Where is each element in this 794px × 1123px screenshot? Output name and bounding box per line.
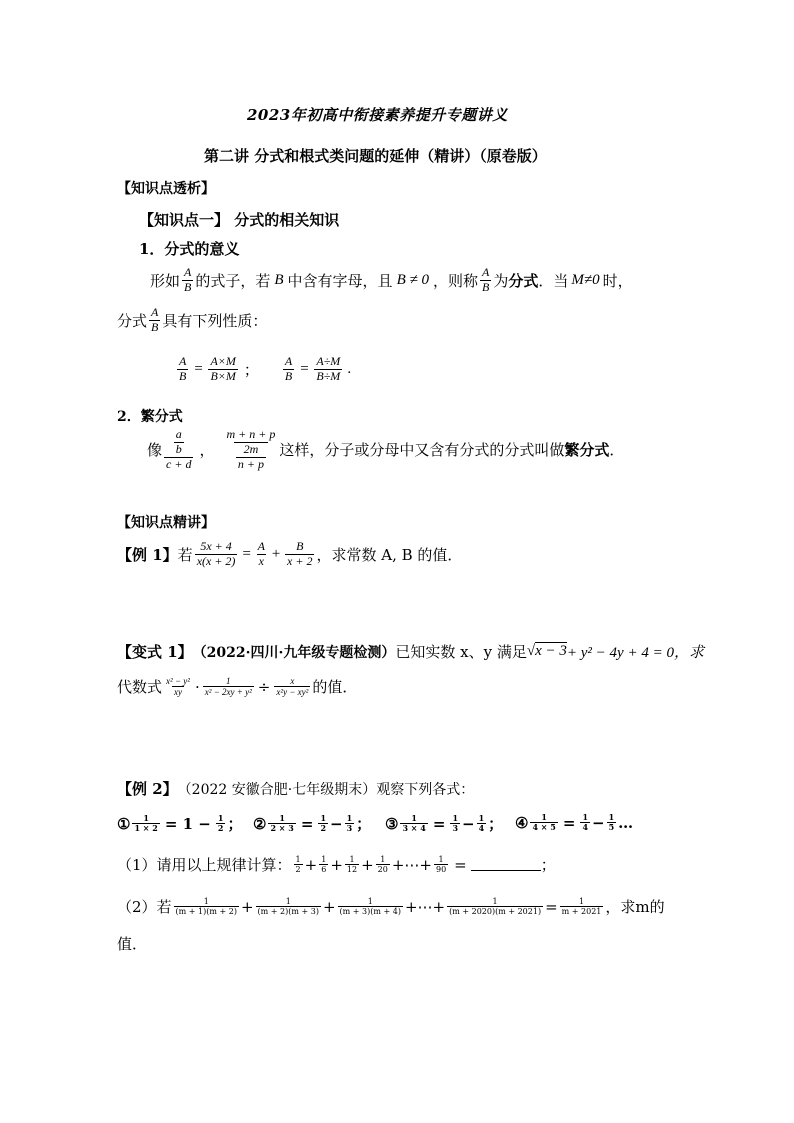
denominator: c + d: [166, 456, 192, 471]
fraction: $\frac{1}{(m + 3)(m + 4)}$: [339, 896, 401, 916]
denominator: 3: [346, 823, 353, 833]
denominator: 6: [321, 865, 327, 874]
fraction: [177, 355, 188, 384]
fraction: $\frac{1}{3}$: [452, 812, 459, 833]
text: 的值．: [312, 678, 358, 697]
kp1-item2: 2．繁分式: [117, 409, 183, 425]
denominator: 5: [608, 822, 615, 833]
fraction-A-over-B: [149, 306, 160, 335]
denominator: m + 2021: [561, 907, 602, 916]
text: 具有下列性质：: [162, 311, 268, 330]
equals: =: [432, 814, 446, 833]
variant-label: 【变式 1】: [117, 643, 193, 661]
denominator: B: [179, 368, 187, 383]
page-title: 2023年初高中衔接素养提升专题讲义: [247, 106, 508, 124]
punct: ；: [540, 856, 556, 874]
numerator: x² − y²: [166, 676, 190, 686]
fraction: $\frac{1}{3}$: [346, 812, 353, 833]
denominator: 4: [478, 823, 485, 833]
denominator: x + 2: [287, 553, 313, 568]
fraction: $\frac{1}{4}$: [582, 812, 589, 833]
fraction: $\frac{1}{6}$: [321, 854, 327, 874]
equals: =: [300, 814, 314, 833]
inner-fraction: [174, 428, 184, 457]
denominator: 2: [295, 865, 301, 874]
numerator: A: [184, 265, 192, 279]
fraction: [195, 540, 238, 569]
answer-blank[interactable]: [471, 858, 541, 871]
denominator: n + p: [237, 456, 264, 471]
text: ．: [609, 441, 625, 460]
punct: ；: [356, 815, 372, 833]
numerator: A: [481, 265, 490, 279]
complex-fraction-a-b: [164, 428, 193, 471]
fraction: $\frac{1}{12}$: [346, 854, 358, 874]
text: （1）请用以上规律计算：: [117, 856, 292, 874]
denominator: 12: [346, 865, 358, 874]
kp1-item1: 1．分式的意义: [139, 240, 240, 258]
denominator: x: [258, 553, 264, 568]
fraction: $\frac{1}{3 \times 4}$: [402, 812, 426, 833]
denominator: 4: [582, 822, 589, 833]
denominator: (m + 2)(m + 3): [257, 907, 319, 916]
condition: B ≠ 0: [396, 271, 429, 288]
complex-fraction-line: 像 $\frac{\frac{a}{b}}{c + d}$ ， $\frac{m + n + p}{\frac{2m}{n + p}}$ 这样，分子或分母中又含有分式的分式叫做 繁分式 ．: [147, 427, 625, 471]
fraction-properties-formula: $\frac{A}{B}$ = $\frac{A\times M}{B\times M}$ ； $\frac{A}{B}$ = $\frac{A\div M}{B\div M}$ .: [179, 354, 352, 383]
fraction: $\frac{1}{(m + 2)(m + 3)}$: [257, 896, 319, 916]
text: 像: [147, 441, 163, 460]
pattern-item-1: [117, 813, 242, 834]
example-label: 【例 1】: [117, 545, 178, 564]
denominator: 3 × 4: [402, 823, 426, 833]
fraction: [203, 676, 254, 698]
denominator: (m + 1)(m + 2): [175, 907, 237, 916]
fraction: $\frac{1}{90}$: [435, 854, 447, 874]
denominator: B: [184, 279, 192, 294]
text: 代数式: [117, 678, 163, 697]
example-2-items: [117, 813, 637, 837]
numerator: A: [257, 539, 265, 553]
fraction: $\frac{1}{2}$: [217, 812, 224, 833]
example-2-question-2-tail: 值．: [117, 935, 148, 953]
variant-1-line2: 代数式 $\frac{\text{x² − y²}}{xy}$ · $\frac{1}{\text{x² − 2xy + y²}}$ ÷ $\frac{x}{\text{x²y − xy²}}$ 的值．: [117, 676, 358, 698]
example-1: 【例 1】 若 $\frac{5x + 4}{x(x + 2)}$ = $\frac{A}{x}$ + $\frac{B}{x + 2}$ ，求常数 A, B 的值．: [117, 539, 463, 568]
variant-source: （2022·四川·九年级专题检测）: [192, 644, 396, 661]
pattern-item-4: ④ $\frac{1}{4 \times 5}$ = $\frac{1}{4}$ − $\frac{1}{5}$ …: [515, 812, 634, 833]
pattern-item-3: ③ $\frac{1}{3 \times 4}$ = $\frac{1}{3}$ − $\frac{1}{4}$ ；: [385, 812, 504, 833]
item-marker: ①: [117, 814, 131, 833]
denominator: 4 × 5: [532, 822, 556, 833]
fraction: $\frac{1}{20}$: [377, 854, 388, 874]
fraction: $\frac{1}{1 \times 2}$: [134, 812, 158, 833]
denominator: B: [481, 279, 490, 294]
punct: ；: [488, 815, 504, 833]
numerator: 5x + 4: [200, 539, 232, 553]
text: 中含有字母，且: [287, 271, 393, 290]
fraction: $\frac{1}{m + 2021}$: [561, 896, 602, 916]
numerator: A×M: [210, 354, 236, 368]
equation-rest: + y² − 4y + 4 = 0，求: [566, 645, 704, 661]
text: 为: [493, 271, 509, 290]
text: 若: [177, 545, 193, 564]
example-2-question-1: （1）请用以上规律计算： $\frac{1}{2}$ + $\frac{1}{6}$ + $\frac{1}{12}$ + $\frac{1}{20}$ +⋯+ $\frac{1}{90}$ = ；: [117, 854, 556, 874]
fraction: [283, 355, 294, 384]
fraction: [274, 676, 310, 698]
denominator: 2 × 3: [270, 823, 294, 833]
variant-1-line1: [117, 641, 704, 662]
numerator: A: [151, 305, 159, 319]
fraction-property-line: [117, 306, 267, 335]
denominator: (m + 2020)(m + 2021): [449, 907, 542, 916]
text: ，求m的: [605, 898, 665, 916]
example-2-question-2: （2）若 $\frac{1}{(m + 1)(m + 2)}$ + $\frac{1}{(m + 2)(m + 3)}$ + $\frac{1}{(m + 3)(m + 4)}$ +⋯+ $\frac{1}{(m + 2020)(m + 2021)}$ = $\frac{1}{m + 2021}$ ，求m的: [117, 896, 665, 916]
denominator: x(x + 2): [196, 553, 236, 568]
text: 已知实数 x、y 满足: [395, 643, 527, 661]
lecture-subtitle: 第二讲 分式和根式类问题的延伸（精讲）（原卷版）: [204, 147, 547, 165]
fraction: $\frac{1}{4 \times 5}$: [532, 812, 556, 833]
text: 分式: [117, 311, 148, 330]
denominator: 2: [217, 823, 224, 833]
denominator: B: [151, 319, 159, 334]
example-source: （2022 安徽合肥·七年级期末）观察下列各式：: [177, 781, 475, 798]
fraction: [164, 676, 192, 698]
fraction: $\frac{1}{5}$: [608, 812, 615, 833]
numerator: m + n + p: [226, 427, 276, 441]
fraction: $\frac{1}{2}$: [320, 812, 327, 833]
fraction: $\frac{1}{2}$: [295, 854, 301, 874]
numerator: 2m: [243, 441, 259, 456]
complex-fraction-mnp: [224, 428, 277, 471]
equals: = 1 −: [164, 814, 211, 833]
fraction: $\frac{1}{(m + 2020)(m + 2021)}$: [449, 896, 542, 916]
numerator: A: [179, 354, 187, 368]
denominator: 90: [435, 865, 447, 874]
text: ，则称: [432, 271, 478, 290]
numerator: x: [290, 676, 295, 686]
fraction-definition-line: [150, 266, 633, 295]
denominator: 3: [452, 823, 459, 833]
term-complex-fraction: 繁分式: [564, 441, 610, 460]
text: ，求常数 A, B 的值．: [316, 545, 463, 564]
denominator: 1 × 2: [134, 823, 158, 833]
example-label: 【例 2】: [117, 780, 178, 798]
denominator: b: [175, 441, 182, 456]
numerator: A: [284, 354, 293, 368]
kp1-heading: 【知识点一】 分式的相关知识: [139, 211, 340, 229]
numerator: B: [296, 539, 304, 553]
denominator: [234, 442, 268, 472]
sqrt-expression: √x − 3: [526, 643, 567, 659]
equals: =: [562, 813, 576, 832]
text: （2）若: [117, 898, 172, 916]
fraction-A-over-B: [182, 266, 193, 295]
denominator: 20: [377, 865, 388, 874]
denominator: 2: [320, 823, 327, 833]
fraction: $\frac{1}{2 \times 3}$: [270, 812, 294, 833]
denominator: B÷M: [316, 368, 341, 383]
item-marker: ④: [515, 813, 529, 832]
punct: ；: [227, 815, 243, 833]
term-fraction: 分式: [508, 271, 539, 290]
fraction: [314, 355, 342, 384]
inner-fraction: [236, 443, 266, 472]
denominator: x² − 2xy + y²: [204, 687, 252, 698]
text: 时，: [602, 271, 633, 290]
item-marker: ③: [385, 814, 399, 833]
pattern-item-2: ② $\frac{1}{2 \times 3}$ = $\frac{1}{2}$ − $\frac{1}{3}$ ；: [253, 812, 372, 833]
numerator: A÷M: [316, 354, 341, 368]
fraction: [208, 355, 237, 384]
fraction: $\frac{1}{4}$: [478, 812, 485, 833]
punct: …: [618, 813, 634, 832]
fraction-A-over-B: [480, 266, 491, 295]
condition-M: M≠0: [571, 271, 600, 288]
section-overview: 【知识点透析】: [117, 181, 215, 197]
text: 这样，分子或分母中又含有分式的分式叫做: [279, 441, 565, 460]
text: ．当: [538, 271, 569, 290]
fraction: [285, 540, 314, 569]
denominator: x²y − xy²: [276, 687, 309, 698]
denominator: B: [284, 368, 293, 383]
item-marker: ②: [253, 814, 267, 833]
text: 的式子，若: [195, 271, 271, 290]
var-B: B: [274, 271, 284, 288]
radicand: x − 3: [535, 643, 567, 659]
fraction: [256, 540, 267, 569]
text: 形如: [150, 271, 181, 290]
example-2-line1: [117, 778, 474, 799]
section-lecture: 【知识点精讲】: [117, 515, 215, 531]
numerator: [172, 428, 186, 457]
denominator: (m + 3)(m + 4): [339, 907, 401, 916]
denominator: xy: [174, 687, 182, 698]
numerator: 1: [226, 676, 231, 686]
denominator: B×M: [210, 368, 236, 383]
fraction: $\frac{1}{(m + 1)(m + 2)}$: [175, 896, 237, 916]
numerator: a: [175, 427, 182, 441]
